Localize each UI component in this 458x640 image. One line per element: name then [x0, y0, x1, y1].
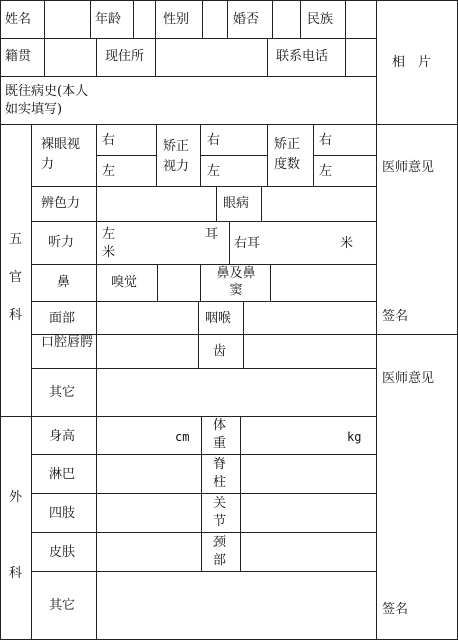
- label-degree-right: 右: [319, 133, 333, 148]
- label-oral: 口腔唇腭: [41, 335, 94, 350]
- col-line: [155, 0, 156, 38]
- label-smell: 嗅觉: [111, 275, 138, 290]
- row-line: [31, 221, 376, 222]
- label-name: 姓名: [5, 12, 32, 27]
- col-line: [270, 264, 271, 301]
- col-line-main: [376, 0, 377, 640]
- row-line: [313, 155, 376, 156]
- label-phone: 联系电话: [276, 49, 329, 64]
- gender-field[interactable]: [203, 1, 226, 38]
- label-hearing-right: 右耳: [234, 236, 261, 251]
- label-corrected-degree: 矫正度数: [274, 137, 301, 172]
- section-ent-label: 五 官 科: [9, 232, 23, 323]
- label-corrected-vision: 矫正视力: [163, 139, 190, 174]
- col-line: [90, 0, 91, 38]
- col-line: [31, 124, 32, 640]
- phone-field[interactable]: [346, 39, 375, 76]
- row-line: [31, 186, 376, 187]
- height-unit: cm: [175, 430, 190, 444]
- label-ent-doctor-opinion: 医师意见: [382, 160, 435, 175]
- col-line: [201, 416, 202, 571]
- col-line: [313, 124, 314, 186]
- label-color-vision: 辨色力: [41, 196, 81, 211]
- label-corrected-right: 右: [207, 133, 221, 148]
- label-joints: 关节: [213, 496, 227, 529]
- label-medical-history: 既往病史(本人如实填写): [5, 84, 89, 117]
- label-naked-vision: 裸眼视力: [41, 137, 81, 172]
- col-line: [198, 301, 199, 368]
- label-weight: 体重: [213, 418, 227, 451]
- col-line: [229, 221, 230, 264]
- label-hearing-left-meter: 米: [102, 245, 116, 260]
- col-line: [157, 264, 158, 301]
- label-ent-other: 其它: [49, 385, 76, 400]
- label-surgery-other: 其它: [49, 598, 76, 613]
- address-field[interactable]: [156, 39, 266, 76]
- row-line: [0, 124, 458, 125]
- col-line: [96, 38, 97, 76]
- row-line: [31, 454, 376, 455]
- photo-label: 相 片: [392, 55, 432, 70]
- row-line: [0, 416, 376, 417]
- row-line: [31, 532, 376, 533]
- row-line: [200, 155, 267, 156]
- label-ethnicity: 民族: [307, 12, 334, 27]
- row-line: [31, 264, 376, 265]
- col-line: [156, 124, 157, 186]
- label-nose-sinus: 鼻及鼻窦: [216, 266, 256, 298]
- label-native-place: 籍贯: [5, 49, 32, 64]
- label-skin: 皮肤: [49, 545, 76, 560]
- label-age: 年龄: [95, 12, 122, 27]
- surgery-other-field[interactable]: [97, 572, 375, 638]
- label-hearing: 听力: [48, 235, 75, 250]
- col-line: [267, 38, 268, 76]
- label-throat: 咽喉: [205, 311, 232, 326]
- label-nose: 鼻: [57, 275, 71, 290]
- col-line: [216, 186, 217, 221]
- label-eye-disease: 眼病: [223, 196, 250, 211]
- label-hearing-ear: 耳: [205, 227, 219, 242]
- col-line: [243, 301, 244, 368]
- col-line: [200, 264, 201, 301]
- name-field[interactable]: [45, 1, 89, 38]
- col-line: [261, 186, 262, 221]
- marital-field[interactable]: [273, 1, 299, 38]
- ent-other-field[interactable]: [97, 369, 375, 415]
- label-teeth: 齿: [213, 344, 227, 359]
- row-line: [31, 493, 376, 494]
- label-corrected-left: 左: [207, 164, 221, 179]
- label-gender: 性别: [163, 12, 190, 27]
- form-border-left: [0, 0, 1, 640]
- label-degree-left: 左: [319, 164, 333, 179]
- label-address: 现住所: [105, 49, 145, 64]
- label-neck: 颈部: [213, 535, 227, 568]
- age-field[interactable]: [134, 1, 154, 38]
- col-line: [240, 416, 241, 571]
- native-place-field[interactable]: [45, 39, 95, 76]
- label-marital: 婚否: [233, 12, 260, 27]
- label-hearing-left: 左: [102, 227, 116, 242]
- label-hearing-right-meter: 米: [340, 236, 354, 251]
- medical-history-field[interactable]: [97, 77, 375, 124]
- label-spine: 脊柱: [213, 457, 227, 490]
- label-vision-left: 左: [102, 164, 116, 179]
- col-line: [267, 124, 268, 186]
- label-height: 身高: [49, 429, 76, 444]
- row-line: [96, 155, 156, 156]
- label-face: 面部: [49, 311, 76, 326]
- ethnicity-field[interactable]: [346, 1, 375, 38]
- label-surgery-doctor-opinion: 医师意见: [382, 371, 435, 386]
- label-vision-right: 右: [102, 133, 116, 148]
- col-line: [227, 0, 228, 38]
- label-lymph: 淋巴: [49, 467, 76, 482]
- col-line: [300, 0, 301, 38]
- label-surgery-signature: 签名: [382, 602, 409, 617]
- col-line: [200, 124, 201, 186]
- label-ent-signature: 签名: [382, 309, 409, 324]
- section-surgery-label: 外 科: [9, 490, 23, 581]
- label-limbs: 四肢: [49, 506, 76, 521]
- weight-unit: kg: [347, 430, 362, 444]
- row-line: [31, 301, 376, 302]
